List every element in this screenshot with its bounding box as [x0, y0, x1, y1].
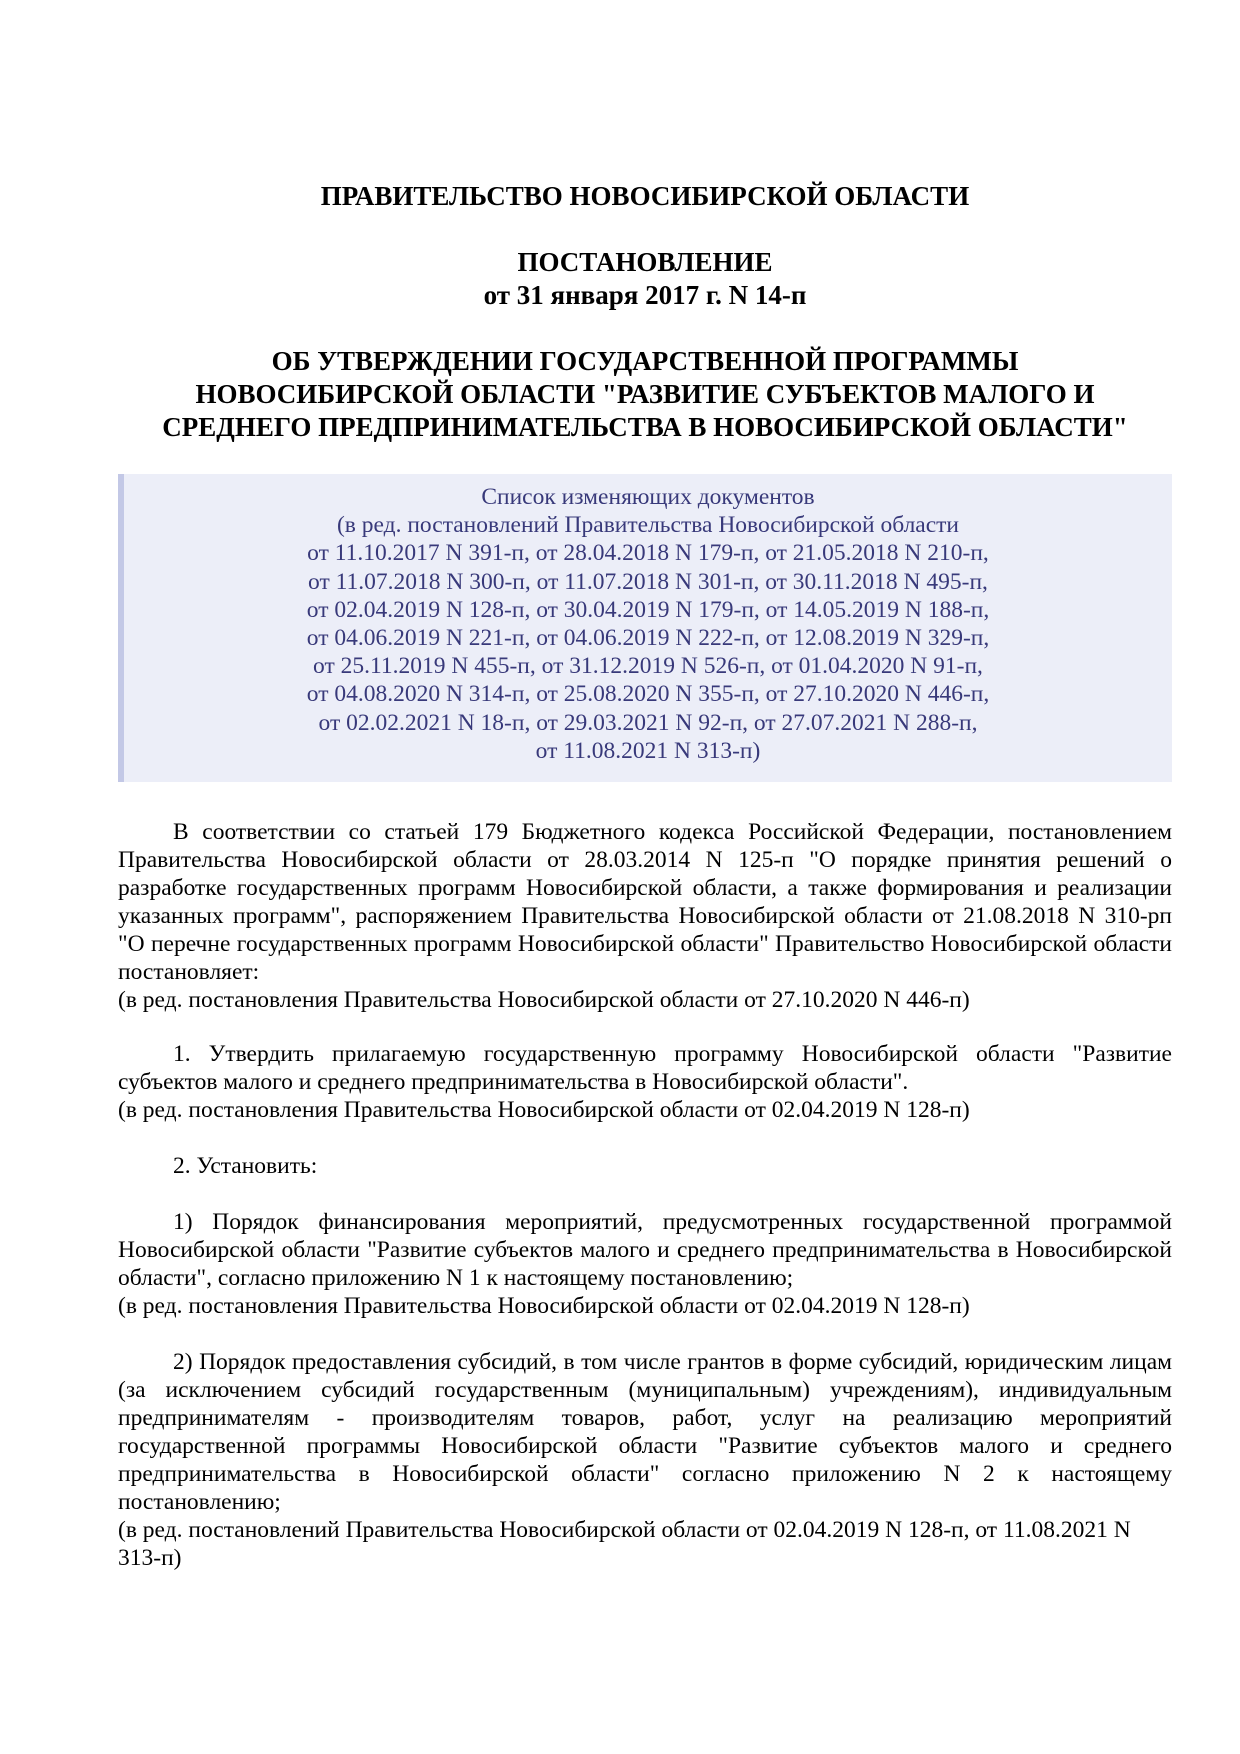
item-2-paragraph: 2. Установить:	[173, 1153, 318, 1179]
amending-documents-line: от 04.08.2020 N 314-п, от 25.08.2020 N 355-п, от 27.10.2020 N 446-п,	[306, 681, 990, 708]
revision-note: (в ред. постановления Правительства Новосибирской области от 02.04.2019 N 128-п)	[118, 1293, 970, 1319]
amending-documents-line: от 11.07.2018 N 300-п, от 11.07.2018 N 301-п, от 30.11.2018 N 495-п,	[308, 568, 988, 595]
title-line: СРЕДНЕГО ПРЕДПРИНИМАТЕЛЬСТВА В НОВОСИБИРСКОЙ ОБЛАСТИ"	[162, 412, 1128, 442]
item-1-paragraph: 1. Утвердить прилагаемую государственную программу Новосибирской области "Развитие субъектов малого и среднего предпринимательства в Новосибирской области".	[118, 1041, 1172, 1095]
amending-documents-line: от 02.02.2021 N 18-п, от 29.03.2021 N 92-п, от 27.07.2021 N 288-п,	[318, 709, 978, 736]
amending-documents-line: от 11.08.2021 N 313-п)	[535, 737, 761, 764]
subitem-2-paragraph: 2) Порядок предоставления субсидий, в том числе грантов в форме субсидий, юридическим лицам (за исключением субсидий государственным (муниципальным) учреждениям), индивидуальным предпринимателям - производителям товаров, работ, услуг на реализацию мероприятий государственной программы Новосибирской области "Развитие субъектов малого и среднего предпринимательства в Новосибирской области" согласно приложению N 2 к настоящему постановлению;	[118, 1349, 1172, 1515]
document-date-number: от 31 января 2017 г. N 14-п	[483, 280, 807, 310]
item-2-block	[118, 1152, 1172, 1180]
government-name	[118, 180, 1172, 213]
revision-note: (в ред. постановления Правительства Новосибирской области от 02.04.2019 N 128-п)	[118, 1097, 970, 1123]
amending-documents-line: от 04.06.2019 N 221-п, от 04.06.2019 N 222-п, от 12.08.2019 N 329-п,	[306, 625, 990, 652]
document-type-block	[118, 246, 1172, 312]
preamble-block	[118, 818, 1172, 1014]
subitem-1-block	[118, 1208, 1172, 1320]
amending-documents-line: от 02.04.2019 N 128-п, от 30.04.2019 N 179-п, от 14.05.2019 N 188-п,	[306, 596, 990, 623]
government-name-text: ПРАВИТЕЛЬСТВО НОВОСИБИРСКОЙ ОБЛАСТИ	[320, 181, 970, 211]
amending-documents-line: от 25.11.2019 N 455-п, от 31.12.2019 N 526-п, от 01.04.2020 N 91-п,	[313, 653, 983, 680]
revision-note: (в ред. постановления Правительства Новосибирской области от 27.10.2020 N 446-п)	[118, 987, 970, 1013]
subitem-1-paragraph: 1) Порядок финансирования мероприятий, предусмотренных государственной программой Новосибирской области "Развитие субъектов малого и среднего предпринимательства в Новосибирской области", согласно приложению N 1 к настоящему постановлению;	[118, 1209, 1172, 1291]
title-line: НОВОСИБИРСКОЙ ОБЛАСТИ "РАЗВИТИЕ СУБЪЕКТОВ МАЛОГО И	[195, 379, 1095, 409]
amending-documents-line: от 11.10.2017 N 391-п, от 28.04.2018 N 179-п, от 21.05.2018 N 210-п,	[307, 540, 989, 567]
amending-documents-title: Список изменяющих документов	[481, 484, 815, 510]
title-line: ОБ УТВЕРЖДЕНИИ ГОСУДАРСТВЕННОЙ ПРОГРАММЫ	[271, 346, 1019, 376]
subitem-2-block	[118, 1348, 1172, 1572]
amending-documents-box	[118, 474, 1172, 782]
amending-documents-line: (в ред. постановлений Правительства Новосибирской области	[336, 512, 960, 539]
item-1-block	[118, 1040, 1172, 1124]
document-title	[118, 345, 1172, 444]
revision-note: (в ред. постановлений Правительства Новосибирской области от 02.04.2019 N 128-п, от 11.08.2021 N 313-п)	[118, 1517, 1131, 1571]
document-type: ПОСТАНОВЛЕНИЕ	[517, 247, 773, 277]
preamble-paragraph: В соответствии со статьей 179 Бюджетного кодекса Российской Федерации, постановлением Правительства Новосибирской области от 28.03.2014 N 125-п "О порядке принятия решений о разработке государственных программ Новосибирской области, а также формирования и реализации указанных программ", распоряжением Правительства Новосибирской области от 21.08.2018 N 310-рп "О перечне государственных программ Новосибирской области" Правительство Новосибирской области постановляет:	[118, 819, 1172, 985]
